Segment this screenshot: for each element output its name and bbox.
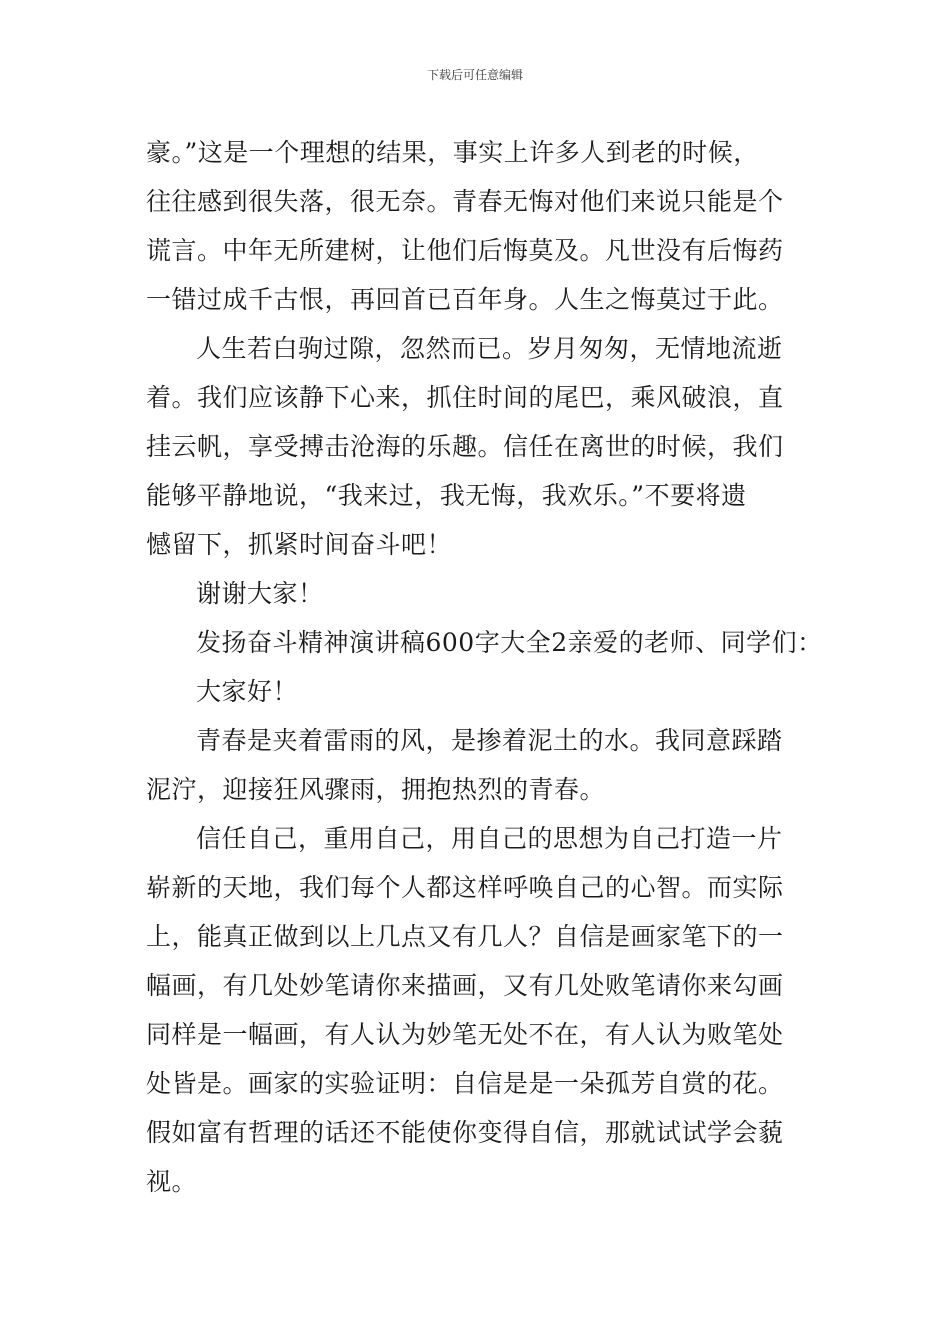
text-line: 着。我们应该静下心来，抓住时间的尾巴，乘风破浪，直: [146, 383, 784, 412]
text-line: 处皆是。画家的实验证明：自信是是一朵孤芳自赏的花。: [146, 1069, 784, 1098]
page-header: 下载后可任意编辑: [426, 68, 523, 82]
text-line: 视。: [146, 1167, 198, 1196]
text-line: 假如富有哲理的话还不能使你变得自信，那就试试学会藐: [146, 1118, 784, 1147]
text-line: 泥泞，迎接狂风骤雨，拥抱热烈的青春。: [146, 775, 606, 804]
text-line: 一错过成千古恨，再回首已百年身。人生之悔莫过于此。: [146, 285, 784, 314]
text-line: 同样是一幅画，有人认为妙笔无处不在，有人认为败笔处: [146, 1020, 784, 1049]
text-line: 青春是夹着雷雨的风，是掺着泥土的水。我同意踩踏: [196, 726, 783, 755]
text-line: 幅画，有几处妙笔请你来描画，又有几处败笔请你来勾画: [146, 971, 784, 1000]
text-line: 谎言。中年无所建树，让他们后悔莫及。凡世没有后悔药: [146, 236, 784, 265]
text-line: 人生若白驹过隙，忽然而已。岁月匆匆，无情地流逝: [196, 334, 783, 363]
text-line: 发扬奋斗精神演讲稿600字大全2亲爱的老师、同学们：: [196, 628, 823, 657]
text-line: 大家好！: [196, 677, 299, 706]
text-line: 上，能真正做到以上几点又有几人？自信是画家笔下的一: [146, 922, 784, 951]
text-line: 挂云帆，享受搏击沧海的乐趣。信任在离世的时候，我们: [146, 432, 784, 461]
text-line: 往往感到很失落，很无奈。青春无悔对他们来说只能是个: [146, 187, 784, 216]
text-line: 信任自己，重用自己，用自己的思想为自己打造一片: [196, 824, 783, 853]
document-body: [146, 128, 823, 1206]
text-line: 能够平静地说，“我来过，我无悔，我欢乐。”不要将遗: [146, 481, 747, 510]
text-line: 崭新的天地，我们每个人都这样呼唤自己的心智。而实际: [146, 873, 784, 902]
text-line: 憾留下，抓紧时间奋斗吧！: [146, 530, 453, 559]
text-line: 豪。”这是一个理想的结果，事实上许多人到老的时候，: [146, 138, 759, 167]
text-line: 谢谢大家！: [196, 579, 324, 608]
